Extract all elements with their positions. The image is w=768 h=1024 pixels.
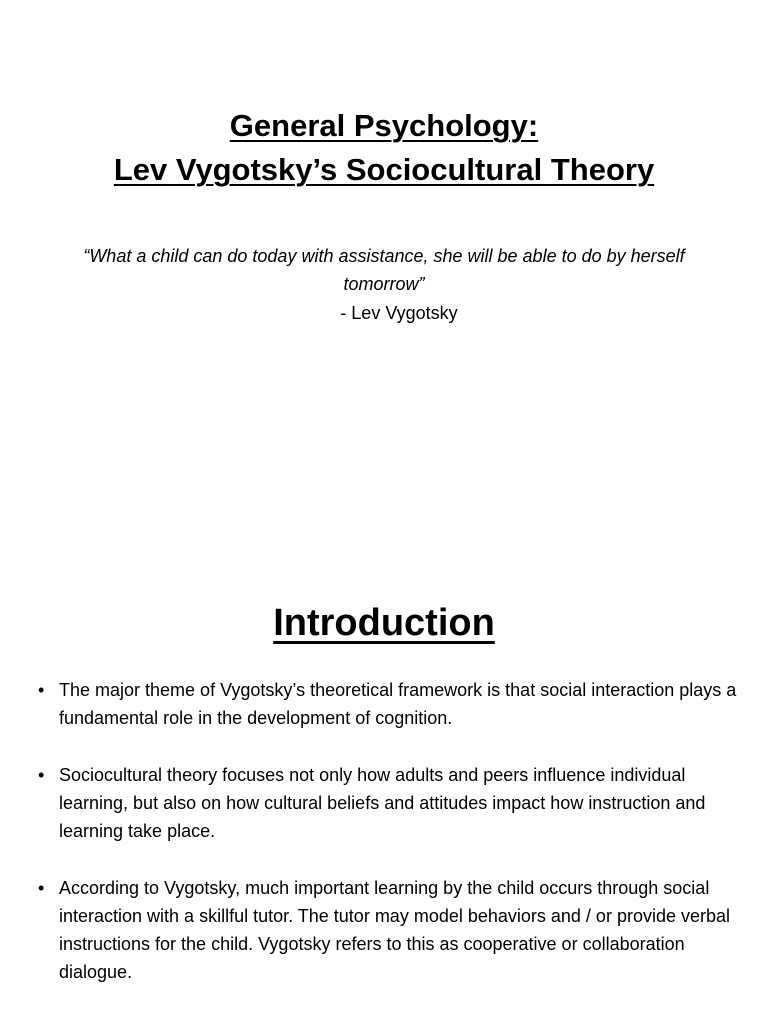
bullet-item	[30, 874, 740, 986]
bullet-text: The major theme of Vygotsky’s theoretical framework is that social interaction plays a fundamental role in the development of cognition.	[59, 680, 737, 728]
introduction-slide	[0, 580, 768, 1024]
quote-text: “What a child can do today with assistance, she will be able to do by herself tomorrow”	[83, 246, 685, 294]
slide-title-line-1: General Psychology:	[229, 108, 539, 143]
quote-attribution: - Lev Vygotsky	[340, 303, 458, 323]
bullet-dot-icon: •	[38, 765, 45, 785]
bullet-item	[30, 761, 740, 845]
bullet-dot-icon: •	[38, 680, 45, 700]
bullet-text: Sociocultural theory focuses not only how adults and peers influence individual learning, but also on how cultural beliefs and attitudes impact how instruction and learning take place.	[59, 765, 706, 841]
introduction-heading: Introduction	[273, 602, 495, 644]
bullet-text: According to Vygotsky, much important learning by the child occurs through social interaction with a skillful tutor. The tutor may model behaviors and / or provide verbal instructions for the child. Vygotsky refers to this as cooperative or collaboration dialogue.	[59, 878, 731, 982]
bullet-dot-icon: •	[38, 878, 45, 898]
bullet-list	[30, 676, 740, 1015]
slide-title-line-2: Lev Vygotsky’s Sociocultural Theory	[113, 152, 655, 187]
bullet-item	[30, 676, 740, 732]
